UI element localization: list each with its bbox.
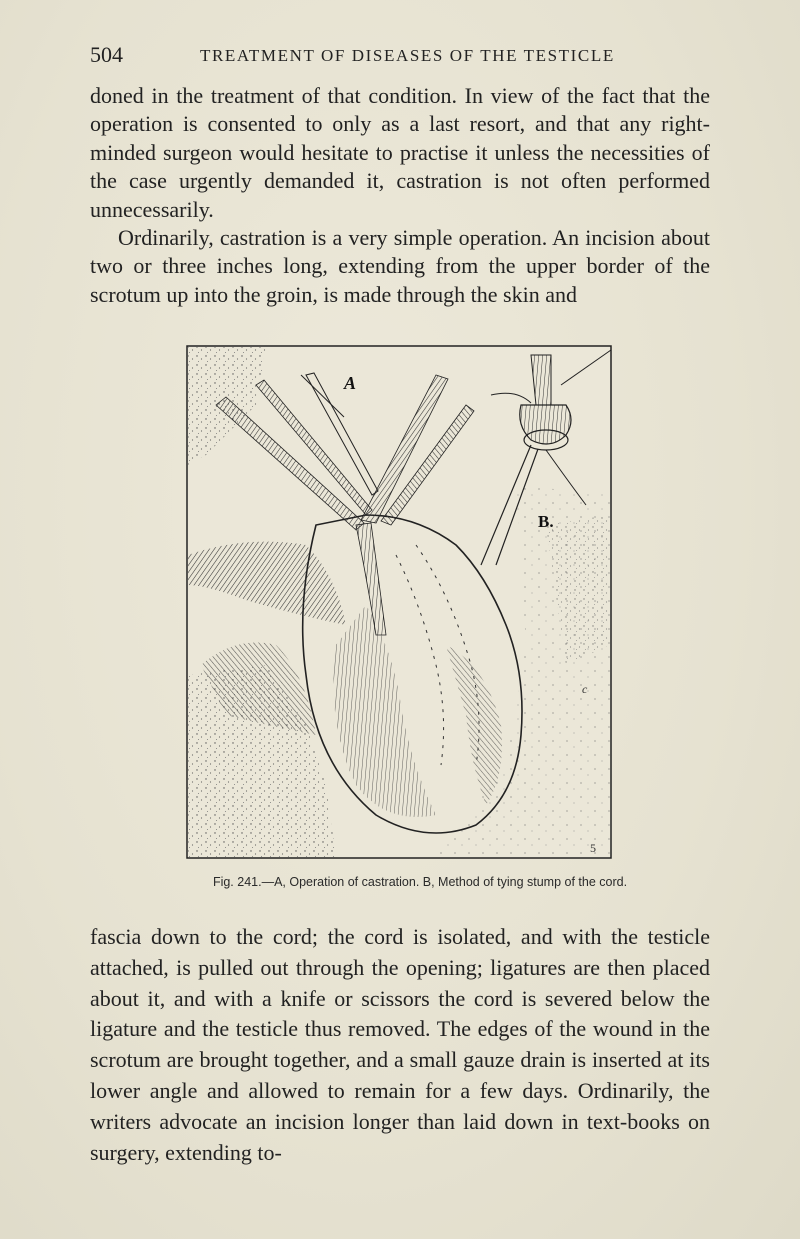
paragraph-1: doned in the treatment of that condition. In view of the fact that the operation is consented to only as a last resort, and that any right-minded surgeon would hesitate to practise it unless the necessities of the case urgently demanded it, castration is not often performed unnecessarily.: [90, 83, 710, 222]
castration-illustration: [186, 345, 612, 859]
running-head-title: TREATMENT OF DISEASES OF THE TESTICLE: [200, 46, 615, 65]
figure-label-b: B.: [538, 512, 554, 531]
figure-241: [186, 345, 612, 859]
running-head: [90, 38, 710, 68]
paragraph-2: Ordinarily, castration is a very simple operation. An incision about two or three inches long, extending from the upper border of the scrotum up into the groin, is made through the skin and: [90, 225, 710, 307]
figure-label-c: c: [582, 682, 588, 696]
paragraph-3: fascia down to the cord; the cord is isolated, and with the testicle attached, is pulled out through the opening; ligatures are then placed about it, and with a knife or scissors the cord is severed below the ligature and the testicle thus removed. The edges of the wound in the scrotum are brought together, and a small gauze drain is inserted at its lower angle and allowed to remain for a few days. Ordinarily, the writers advocate an incision longer than laid down in text-books on surgery, extending to-: [90, 924, 710, 1165]
figure-caption: Fig. 241.—A, Operation of castration. B, Method of tying stump of the cord.: [212, 875, 628, 889]
page-number: 504: [90, 42, 123, 67]
figure-label-d: 5: [590, 841, 596, 855]
figure-label-a: A: [344, 373, 357, 393]
